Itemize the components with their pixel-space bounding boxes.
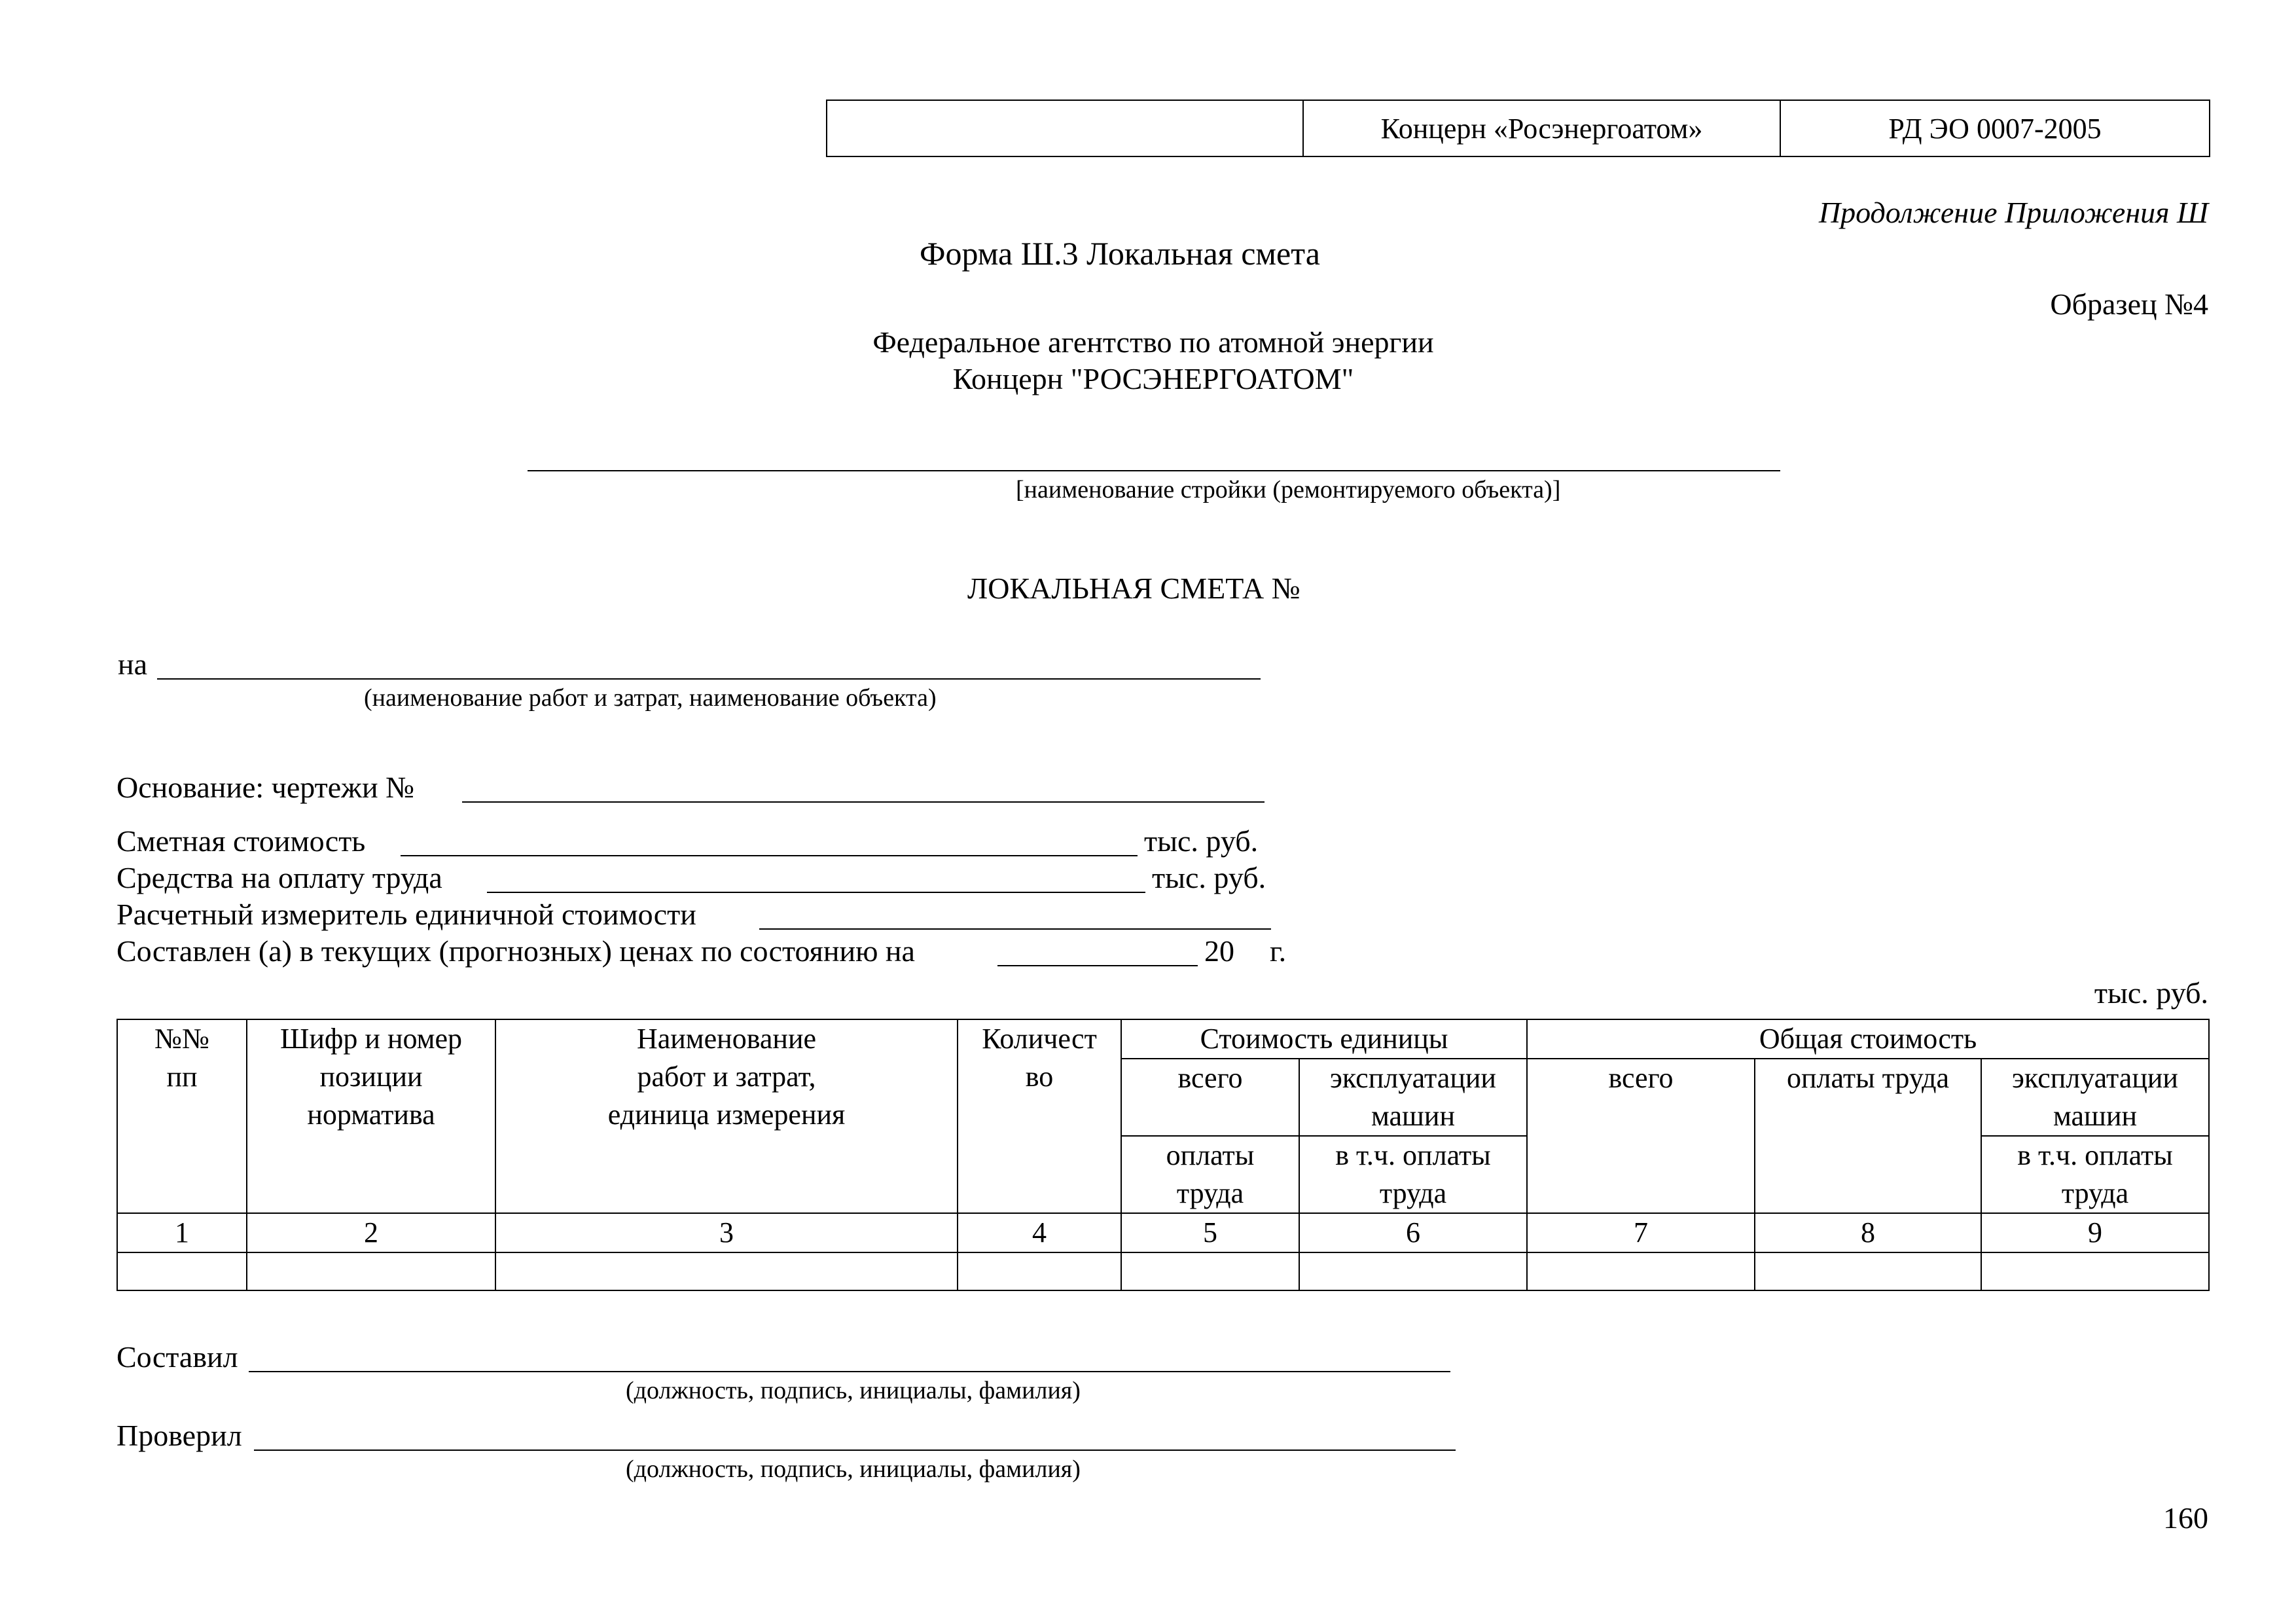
col-header-total-machines: эксплуатации машин: [1981, 1059, 2209, 1136]
col-header-total-incl-wages: в т.ч. оплаты труда: [1981, 1136, 2209, 1213]
construction-caption: [наименование стройки (ремонтируемого объекта)]: [1016, 476, 1561, 503]
cost-line: [401, 855, 1138, 856]
checked-signature-line: [254, 1450, 1456, 1451]
column-numbers-row: [117, 1213, 2209, 1252]
table-cell: [117, 1252, 247, 1290]
col-header-qty: Количест во: [958, 1019, 1121, 1213]
column-number: 9: [1981, 1213, 2209, 1252]
prices-g: г.: [1270, 934, 1287, 968]
page-number: 160: [2163, 1501, 2208, 1535]
estimate-table: [117, 1019, 2210, 1291]
table-cell: [1527, 1252, 1755, 1290]
form-title: Форма Ш.3 Локальная смета: [920, 235, 1320, 272]
agency-name: Федеральное агентство по атомной энергии: [872, 325, 1434, 359]
table-unit: тыс. руб.: [2094, 976, 2208, 1010]
table-cell: [958, 1252, 1121, 1290]
work-name-caption: (наименование работ и затрат, наименование объекта): [364, 684, 937, 712]
header-blank-cell: [827, 101, 1302, 156]
table-cell: [495, 1252, 958, 1290]
column-number: 8: [1755, 1213, 1981, 1252]
col-header-total-all: всего: [1527, 1059, 1755, 1213]
wages-unit: тыс. руб.: [1152, 861, 1266, 894]
col-header-name: Наименование работ и затрат, единица измерения: [495, 1019, 958, 1213]
work-name-line: [157, 678, 1261, 680]
document-header: [826, 100, 2210, 157]
column-number: 2: [247, 1213, 495, 1252]
column-number: 3: [495, 1213, 958, 1252]
col-header-num: №№ пп: [117, 1019, 247, 1213]
continuation-note: Продолжение Приложения Ш: [1818, 196, 2208, 229]
column-number: 4: [958, 1213, 1121, 1252]
wages-line: [487, 892, 1145, 893]
estimate-title: ЛОКАЛЬНАЯ СМЕТА №: [967, 572, 1300, 605]
checked-label: Проверил: [117, 1419, 242, 1452]
construction-name-line: [528, 470, 1780, 471]
column-number: 6: [1299, 1213, 1527, 1252]
table-cell: [1981, 1252, 2209, 1290]
table-cell: [247, 1252, 495, 1290]
table-cell: [1755, 1252, 1981, 1290]
col-header-unit-wages: оплаты труда: [1121, 1136, 1299, 1213]
on-label: на: [118, 647, 148, 681]
prices-date-line: [997, 965, 1198, 966]
sample-number: Образец №4: [2050, 287, 2208, 321]
column-number: 1: [117, 1213, 247, 1252]
cost-label: Сметная стоимость: [117, 824, 366, 858]
empty-table-row: [117, 1252, 2209, 1290]
prices-label: Составлен (а) в текущих (прогнозных) ценах по состоянию на: [117, 934, 915, 968]
cost-unit: тыс. руб.: [1144, 824, 1259, 858]
compiled-label: Составил: [117, 1340, 238, 1374]
basis-label: Основание: чертежи №: [117, 771, 414, 804]
drawings-line: [462, 801, 1265, 803]
header-org: Концерн «Росэнергоатом»: [1302, 101, 1780, 156]
col-header-total-cost: Общая стоимость: [1527, 1019, 2209, 1059]
table-cell: [1299, 1252, 1527, 1290]
col-header-unit-machines: эксплуатации машин: [1299, 1059, 1527, 1136]
unit-measure-label: Расчетный измеритель единичной стоимости: [117, 898, 696, 931]
checked-caption: (должность, подпись, инициалы, фамилия): [626, 1455, 1081, 1483]
col-header-unit-incl-wages: в т.ч. оплаты труда: [1299, 1136, 1527, 1213]
compiled-caption: (должность, подпись, инициалы, фамилия): [626, 1377, 1081, 1404]
column-number: 7: [1527, 1213, 1755, 1252]
col-header-unit-cost: Стоимость единицы: [1121, 1019, 1527, 1059]
prices-year: 20: [1204, 934, 1234, 968]
concern-name: Концерн "РОСЭНЕРГОАТОМ": [952, 362, 1354, 395]
unit-measure-line: [759, 928, 1271, 930]
table-cell: [1121, 1252, 1299, 1290]
column-number: 5: [1121, 1213, 1299, 1252]
header-doc-code: РД ЭО 0007-2005: [1780, 101, 2209, 156]
col-header-code: Шифр и номер позиции норматива: [247, 1019, 495, 1213]
compiled-signature-line: [249, 1371, 1450, 1372]
col-header-unit-total: всего: [1121, 1059, 1299, 1136]
wages-label: Средства на оплату труда: [117, 861, 442, 894]
col-header-total-wages: оплаты труда: [1755, 1059, 1981, 1213]
